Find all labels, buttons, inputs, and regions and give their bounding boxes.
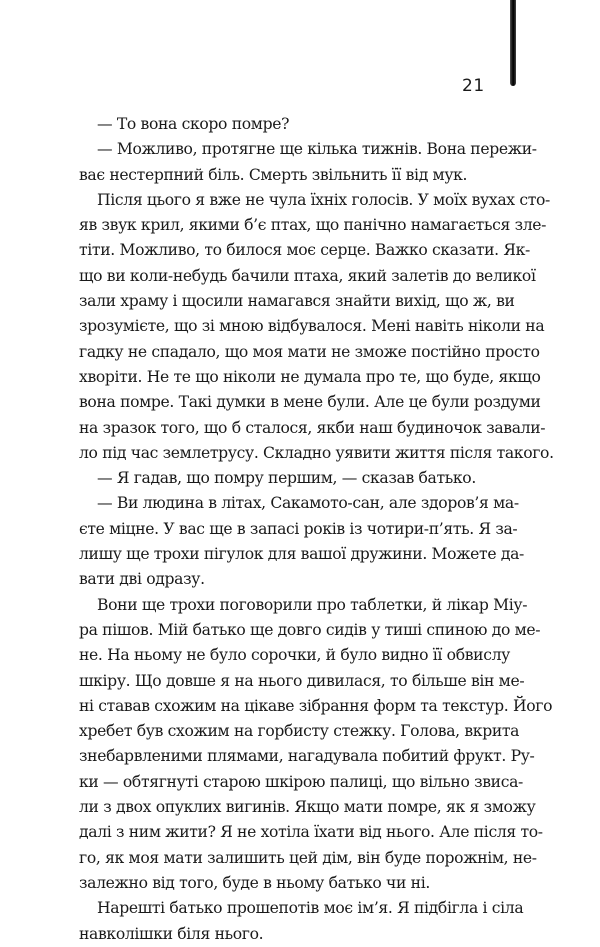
paragraph bbox=[79, 593, 553, 897]
text-line: ли з двох опуклих вигинів. Якщо мати помре, як я зможу bbox=[79, 798, 536, 817]
paragraph bbox=[79, 112, 490, 137]
text-line: не. На ньому не було сорочки, й було видно її обвислу bbox=[79, 646, 510, 665]
text-line: лишу ще трохи пігулок для вашої дружини. Можете да- bbox=[79, 545, 524, 564]
text-line: ні ставав схожим на цікаве зібрання форм та текстур. Його bbox=[79, 696, 553, 715]
text-line: — Можливо, протягне ще кілька тижнів. Вона пережи- bbox=[97, 140, 537, 159]
text-line: ра пішов. Мій батько ще довго сидів у тиші спиною до ме- bbox=[79, 620, 541, 639]
text-line: яв звук крил, якими б’є птах, що панічно намагається зле- bbox=[79, 216, 547, 235]
text-line: Нарешті батько прошепотів моє ім’я. Я підбігла і сіла bbox=[97, 899, 524, 918]
text-line: ки — обтягнуті старою шкірою палиці, що вільно звиса- bbox=[79, 772, 523, 791]
paragraph bbox=[79, 466, 490, 491]
paragraph bbox=[79, 491, 524, 592]
text-body bbox=[79, 112, 554, 947]
page-edge-mark bbox=[510, 0, 516, 86]
text-line: що ви коли-небудь бачили птаха, який залетів до великої bbox=[79, 266, 536, 285]
text-line: зрозумієте, що зі мною відбувалося. Мені навіть ніколи на bbox=[79, 317, 545, 336]
text-line: на зразок того, що б сталося, якби наш будиночок завали- bbox=[79, 418, 546, 437]
text-line: вати дві одразу. bbox=[79, 570, 205, 589]
text-line: хворіти. Не те що ніколи не думала про те, що буде, якщо bbox=[79, 367, 541, 386]
text-line: зали храму і щосили намагався знайти вихід, що ж, ви bbox=[79, 292, 515, 311]
text-line: — То вона скоро помре? bbox=[97, 115, 290, 133]
text-line: — Ви людина в літах, Сакамото-сан, але здоров’я ма- bbox=[97, 494, 519, 513]
text-line: далі з ним жити? Я не хотіла їхати від нього. Але після то- bbox=[79, 823, 543, 842]
text-line: навколішки біля нього. bbox=[79, 924, 264, 943]
paragraph bbox=[79, 137, 537, 188]
text-line: залежно від того, буде в ньому батько чи ні. bbox=[79, 873, 430, 892]
text-line: ло під час землетрусу. Складно уявити життя після такого. bbox=[79, 443, 554, 462]
text-line: Після цього я вже не чула їхніх голосів. У моїх вухах сто- bbox=[97, 190, 550, 209]
text-line: гадку не спадало, що моя мати не зможе постійно просто bbox=[79, 342, 540, 361]
text-line: Вони ще трохи поговорили про таблетки, й лікар Міу- bbox=[97, 595, 528, 614]
paragraph bbox=[79, 896, 524, 947]
text-line: го, як моя мати залишить цей дім, він буде порожнім, не- bbox=[79, 848, 537, 867]
text-line: знебарвленими плямами, нагадувала побитий фрукт. Ру- bbox=[79, 747, 535, 766]
text-line: єте міцне. У вас ще в запасі років із чотири-п’ять. Я за- bbox=[79, 519, 518, 538]
paragraph bbox=[79, 188, 554, 466]
text-line: хребет був схожим на горбисту стежку. Голова, вкрита bbox=[79, 722, 520, 741]
text-line: вона помре. Такі думки в мене були. Але це були роздуми bbox=[79, 393, 541, 412]
text-line: — Я гадав, що помру першим, — сказав батько. bbox=[97, 469, 476, 488]
text-line: тіти. Можливо, то билося моє серце. Важко сказати. Як- bbox=[79, 241, 530, 260]
text-line: шкіру. Що довше я на нього дивилася, то більше він ме- bbox=[79, 671, 525, 690]
page-number: 21 bbox=[462, 76, 485, 96]
text-line: ває нестерпний біль. Смерть звільнить її від мук. bbox=[79, 165, 468, 184]
